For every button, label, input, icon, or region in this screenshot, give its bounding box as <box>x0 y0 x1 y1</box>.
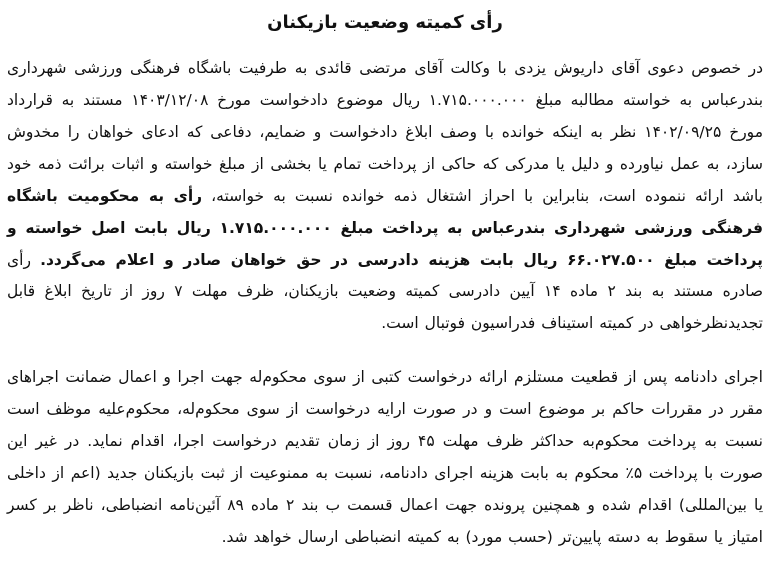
ruling-verdict-bold-segment: رأی به محکومیت باشگاه فرهنگی ورزشی شهرداری بندرعباس به پرداخت مبلغ ۱.۷۱۵.۰۰۰.۰۰۰ ریال بابت اصل خواسته و پرداخت مبلغ ۶۶.۰۲۷.۵۰۰ ریال بابت هزینه دادرسی در حق خواهان صادر و اعلام می‌گردد. <box>7 186 763 269</box>
ruling-paragraph <box>7 53 763 340</box>
page-title: رأی کمیته وضعیت بازیکنان <box>267 12 503 33</box>
ruling-appeal-segment: رأی صادره مستند به بند ۲ ماده ۱۴ آیین دادرسی کمیته وضعیت بازیکنان، ظرف مهلت ۷ روز از تاریخ ابلاغ قابل تجدیدنظرخواهی در کمیته استیناف فدراسیون فوتبال است. <box>7 250 763 333</box>
enforcement-paragraph: اجرای دادنامه پس از قطعیت مستلزم ارائه درخواست کتبی از سوی محکوم‌له جهت اجرا و اعمال ضمانت اجراهای مقرر در مقررات حاکم بر موضوع است و در صورت ارایه درخواست از سوی محکوم‌له، محکوم‌علیه موظف است نسبت به پرداخت محکوم‌به حداکثر ظرف مهلت ۴۵ روز از زمان تقدیم درخواست اجرا، اقدام نماید. در غیر این صورت با پرداخت ۵٪ محکوم به بابت هزینه اجرای دادنامه، نسبت به ممنوعیت از ثبت بازیکنان جدید (اعم از داخلی یا بین‌المللی) اقدام شده و همچنین پرونده جهت اعمال قسمت ب بند ۲ ماده ۸۹ آئین‌نامه انضباطی، ناظر بر کسر امتیاز یا سقوط به دسته پایین‌تر (حسب مورد) به کمیته انضباطی ارسال خواهد شد. <box>7 368 764 546</box>
ruling-facts-segment: در خصوص دعوی آقای داریوش یزدی با وکالت آقای مرتضی قائدی به طرفیت باشگاه فرهنگی ورزشی شهرداری بندرعباس به خواسته مطالبه مبلغ ۱.۷۱۵.۰۰۰.۰۰۰ ریال موضوع دادخواست مورخ ۱۴۰۳/۱۲/۰۸ مستند به قرارداد مورخ ۱۴۰۲/۰۹/۲۵ نظر به اینکه خوانده با وصف ابلاغ دادخواست و ضمایم، دفاعی که ادعای خواهان را مخدوش سازد، به عمل نیاورده و دلیل یا مدرکی که حاکی از پرداخت تمام یا بخشی از مبلغ خواسته و اثبات برائت ذمه خود باشد ارائه ننموده است، بنابراین با احراز اشتغال ذمه خوانده نسبت به خواسته، <box>7 59 764 205</box>
